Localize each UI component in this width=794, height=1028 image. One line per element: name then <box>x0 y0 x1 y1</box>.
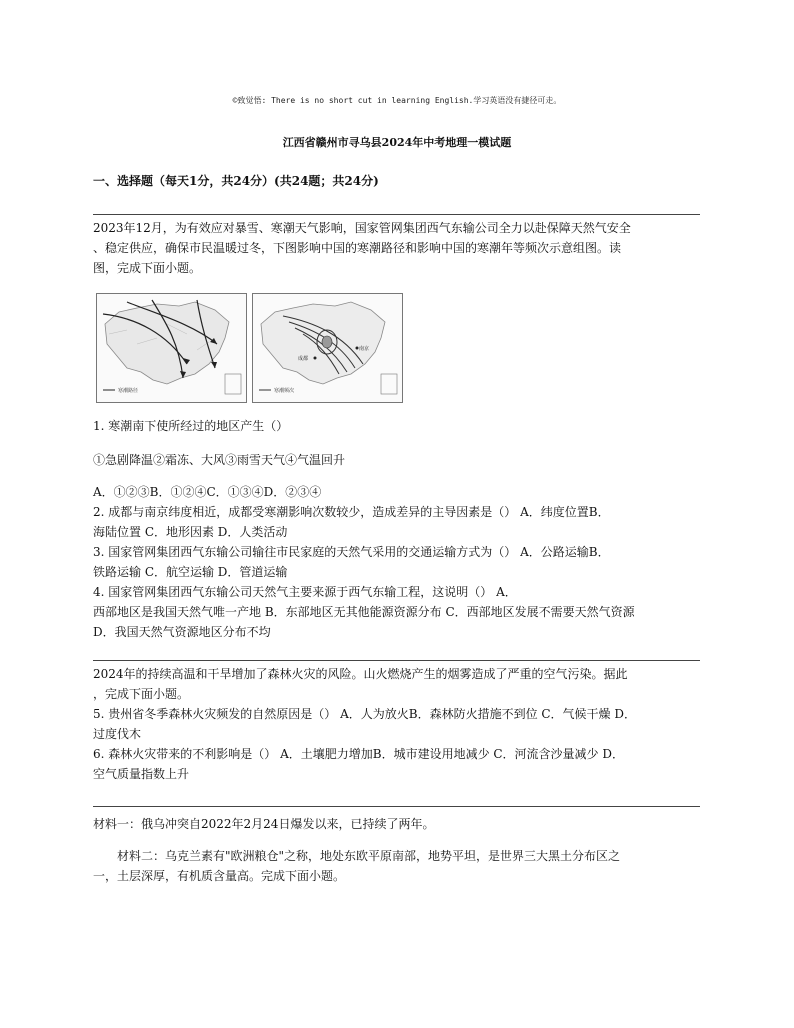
text-line: 5. 贵州省冬季森林火灾频发的自然原因是（） A．人为放火B．森林防火措施不到位 C．气候干燥 D． <box>93 707 636 721</box>
text-line: 一，土层深厚，有机质含量高。完成下面小题。 <box>93 869 346 883</box>
text-line: 材料一：俄乌冲突自2022年2月24日爆发以来，已持续了两年。 <box>93 817 435 831</box>
cold-wave-frequency-map <box>252 293 403 403</box>
header-motto: ©致觉悟: There is no short cut in learning English.学习英语没有捷径可走。 <box>232 96 562 105</box>
divider-rule <box>93 660 700 661</box>
divider-rule <box>93 214 700 215</box>
map1-legend: 寒潮路径 <box>118 388 139 394</box>
city-label: 南京 <box>359 346 370 352</box>
text-line: 海陆位置 C．地形因素 D．人类活动 <box>93 525 288 539</box>
text-line: 4. 国家管网集团西气东输公司天然气主要来源于西气东输工程，这说明（） A． <box>93 585 517 599</box>
map2-legend: 寒潮频次 <box>274 388 295 394</box>
text-line: 2023年12月，为有效应对暴雪、寒潮天气影响，国家管网集团西气东输公司全力以赴保障天然气安全 <box>93 221 631 235</box>
question-items: ①急剧降温②霜冻、大风③雨雪天气④气温回升 <box>93 453 346 467</box>
text-line: 铁路运输 C．航空运输 D．管道运输 <box>93 565 288 579</box>
material-2 <box>93 846 700 886</box>
material-1 <box>93 814 700 834</box>
text-line: 6. 森林火灾带来的不利影响是（） A．土壤肥力增加B．城市建设用地减少 C．河流含沙量减少 D． <box>93 747 624 761</box>
text-line: D．我国天然气资源地区分布不均 <box>93 625 271 639</box>
question-stem: 1. 寒潮南下使所经过的地区产生（） <box>93 419 289 433</box>
question-1 <box>93 416 700 436</box>
question-1-items <box>93 450 700 470</box>
text-line: ，完成下面小题。 <box>93 687 190 701</box>
question-options: A．①②③B．①②④C．①③④D．②③④ <box>93 485 322 499</box>
text-line: 图，完成下面小题。 <box>93 261 202 275</box>
cold-wave-path-map <box>96 293 247 403</box>
text-line: 2024年的持续高温和干旱增加了森林火灾的风险。山火燃烧产生的烟雾造成了严重的空气污染。据此 <box>93 667 628 681</box>
section-heading: 一、选择题（每天1分，共24分）(共24题；共24分) <box>93 174 379 188</box>
text-line: 3. 国家管网集团西气东输公司输往市民家庭的天然气采用的交通运输方式为（） A．公路运输B． <box>93 545 610 559</box>
group2-block <box>93 664 700 784</box>
text-line: 过度伐木 <box>93 727 142 741</box>
text-line: 西部地区是我国天然气唯一产地 B．东部地区无其他能源资源分布 C．西部地区发展不需要天然气资源 <box>93 605 635 619</box>
city-label: 成都 <box>298 356 309 362</box>
text-line: 材料二：乌克兰素有"欧洲粮仓"之称，地处东欧平原南部，地势平坦，是世界三大黑土分布区之 <box>117 849 621 863</box>
text-line: 空气质量指数上升 <box>93 767 190 781</box>
questions-block-1 <box>93 482 700 642</box>
divider-rule <box>93 806 700 807</box>
text-line: 、稳定供应，确保市民温暖过冬，下图影响中国的寒潮路径和影响中国的寒潮年等频次示意组图。读 <box>93 241 622 255</box>
group1-intro <box>93 218 700 278</box>
map-figure-group <box>96 293 403 403</box>
exam-title: 江西省赣州市寻乌县2024年中考地理一模试题 <box>282 136 512 149</box>
text-line: 2. 成都与南京纬度相近，成都受寒潮影响次数较少，造成差异的主导因素是（） A．纬度位置B． <box>93 505 610 519</box>
